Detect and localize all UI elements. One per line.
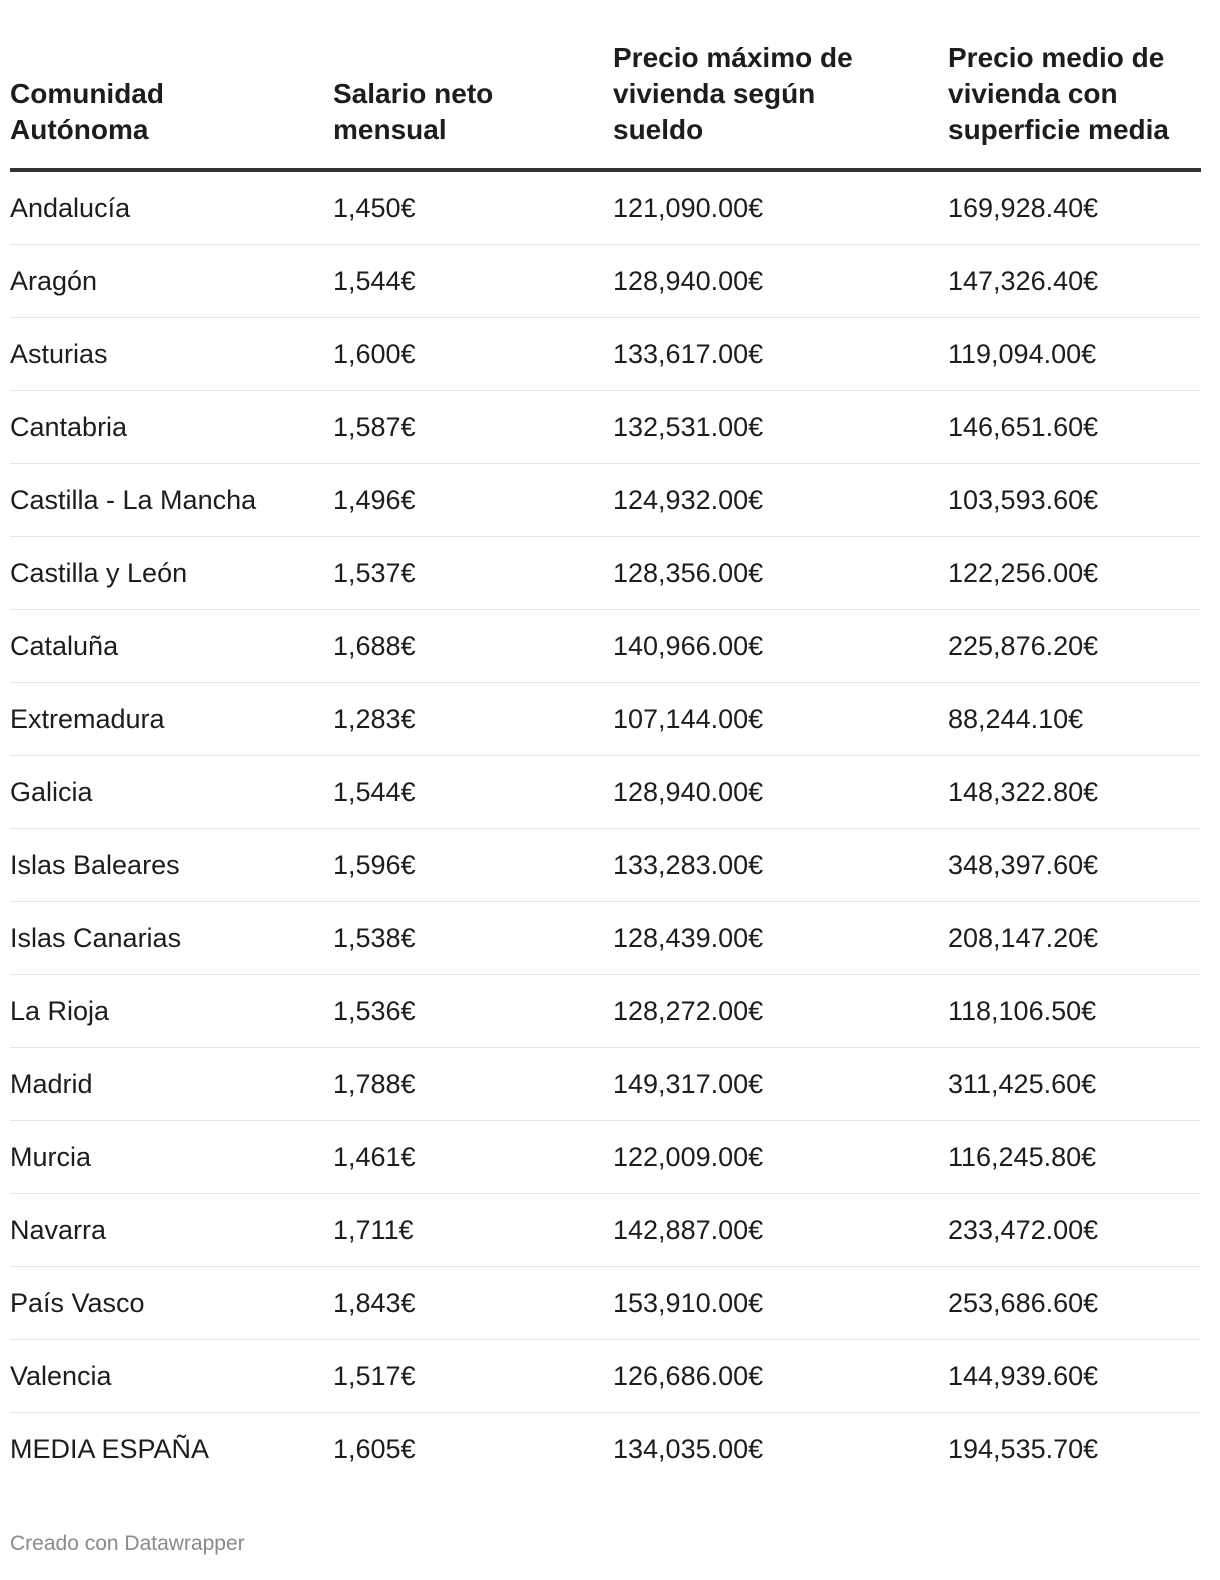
cell-salario: 1,600€ [333, 318, 613, 391]
table-body [10, 170, 1201, 1485]
table-row [10, 391, 1201, 464]
cell-precio-medio: 103,593.60€ [948, 464, 1201, 537]
column-header-precio-maximo[interactable]: Precio máximo de vivienda según sueldo [613, 40, 948, 170]
table-row [10, 1413, 1201, 1486]
cell-precio-maximo: 134,035.00€ [613, 1433, 764, 1464]
cell-precio-medio: 169,928.40€ [948, 170, 1201, 245]
cell-precio-medio: 208,147.20€ [948, 902, 1201, 975]
cell-salario: 1,605€ [333, 1433, 416, 1464]
cell-precio-maximo: 124,932.00€ [613, 464, 948, 537]
cell-precio-maximo: 128,940.00€ [613, 756, 948, 829]
cell-precio-medio: 146,651.60€ [948, 391, 1201, 464]
cell-salario: 1,788€ [333, 1048, 613, 1121]
cell-precio-maximo: 142,887.00€ [613, 1194, 948, 1267]
cell-comunidad: Cantabria [10, 391, 333, 464]
cell-precio-maximo: 128,940.00€ [613, 245, 948, 318]
cell-precio-maximo: 128,272.00€ [613, 975, 948, 1048]
cell-precio-medio: 348,397.60€ [948, 829, 1201, 902]
cell-precio-maximo: 133,283.00€ [613, 829, 948, 902]
cell-precio-medio: 119,094.00€ [948, 318, 1201, 391]
table-row [10, 464, 1201, 537]
cell-comunidad: La Rioja [10, 975, 333, 1048]
cell-salario: 1,544€ [333, 756, 613, 829]
cell-comunidad: Asturias [10, 318, 333, 391]
cell-precio-maximo: 122,009.00€ [613, 1121, 948, 1194]
cell-precio-medio: 88,244.10€ [948, 683, 1201, 756]
table-row [10, 1194, 1201, 1267]
table-header [10, 40, 1201, 170]
table-row [10, 537, 1201, 610]
cell-precio-maximo: 121,090.00€ [613, 170, 948, 245]
cell-salario: 1,450€ [333, 170, 613, 245]
cell-precio-medio: 194,535.70€ [948, 1433, 1099, 1464]
cell-precio-medio: 144,939.60€ [948, 1340, 1201, 1413]
cell-precio-medio: 253,686.60€ [948, 1267, 1201, 1340]
table-row [10, 1048, 1201, 1121]
cell-precio-medio: 122,256.00€ [948, 537, 1201, 610]
cell-comunidad: Navarra [10, 1194, 333, 1267]
cell-comunidad: Cataluña [10, 610, 333, 683]
cell-precio-maximo: 128,439.00€ [613, 902, 948, 975]
table-row [10, 683, 1201, 756]
cell-precio-medio: 233,472.00€ [948, 1194, 1201, 1267]
column-header-comunidad[interactable]: Comunidad Autónoma [10, 40, 333, 170]
cell-comunidad: Murcia [10, 1121, 333, 1194]
cell-precio-medio: 116,245.80€ [948, 1121, 1201, 1194]
cell-salario: 1,496€ [333, 464, 613, 537]
cell-precio-medio: 311,425.60€ [948, 1048, 1201, 1121]
cell-precio-medio: 225,876.20€ [948, 610, 1201, 683]
cell-salario: 1,711€ [333, 1194, 613, 1267]
cell-comunidad: Madrid [10, 1048, 333, 1121]
cell-salario: 1,587€ [333, 391, 613, 464]
cell-comunidad: Galicia [10, 756, 333, 829]
cell-precio-maximo: 126,686.00€ [613, 1340, 948, 1413]
cell-precio-maximo: 153,910.00€ [613, 1267, 948, 1340]
cell-comunidad: Castilla y León [10, 537, 333, 610]
cell-salario: 1,843€ [333, 1267, 613, 1340]
cell-precio-maximo: 140,966.00€ [613, 610, 948, 683]
column-header-salario[interactable]: Salario neto mensual [333, 40, 613, 170]
cell-comunidad: Valencia [10, 1340, 333, 1413]
cell-precio-maximo: 128,356.00€ [613, 537, 948, 610]
table-row [10, 1121, 1201, 1194]
cell-salario: 1,536€ [333, 975, 613, 1048]
table-row [10, 1340, 1201, 1413]
cell-precio-maximo: 133,617.00€ [613, 318, 948, 391]
cell-comunidad: Extremadura [10, 683, 333, 756]
header-row [10, 40, 1201, 170]
cell-precio-medio: 148,322.80€ [948, 756, 1201, 829]
table-row [10, 318, 1201, 391]
cell-precio-medio: 147,326.40€ [948, 245, 1201, 318]
cell-salario: 1,688€ [333, 610, 613, 683]
cell-comunidad: Andalucía [10, 170, 333, 245]
cell-comunidad: Aragón [10, 245, 333, 318]
cell-precio-maximo: 132,531.00€ [613, 391, 948, 464]
table-row [10, 902, 1201, 975]
cell-salario: 1,538€ [333, 902, 613, 975]
data-table-container [10, 40, 1201, 1485]
cell-salario: 1,461€ [333, 1121, 613, 1194]
cell-salario: 1,596€ [333, 829, 613, 902]
cell-salario: 1,544€ [333, 245, 613, 318]
table-row [10, 756, 1201, 829]
datawrapper-credit[interactable]: Creado con Datawrapper [10, 1532, 245, 1555]
cell-comunidad: País Vasco [10, 1267, 333, 1340]
cell-precio-maximo: 107,144.00€ [613, 683, 948, 756]
cell-salario: 1,517€ [333, 1340, 613, 1413]
table-row [10, 829, 1201, 902]
cell-comunidad: Islas Canarias [10, 902, 333, 975]
cell-comunidad: Islas Baleares [10, 829, 333, 902]
table-row [10, 170, 1201, 245]
data-table [10, 40, 1201, 1485]
cell-comunidad: MEDIA ESPAÑA [10, 1433, 210, 1464]
cell-salario: 1,283€ [333, 683, 613, 756]
cell-precio-medio: 118,106.50€ [948, 975, 1201, 1048]
cell-salario: 1,537€ [333, 537, 613, 610]
table-row [10, 1267, 1201, 1340]
cell-precio-maximo: 149,317.00€ [613, 1048, 948, 1121]
cell-comunidad: Castilla - La Mancha [10, 464, 333, 537]
column-header-precio-medio[interactable]: Precio medio de vivienda con superficie media [948, 40, 1201, 170]
table-row [10, 975, 1201, 1048]
table-row [10, 610, 1201, 683]
table-row [10, 245, 1201, 318]
